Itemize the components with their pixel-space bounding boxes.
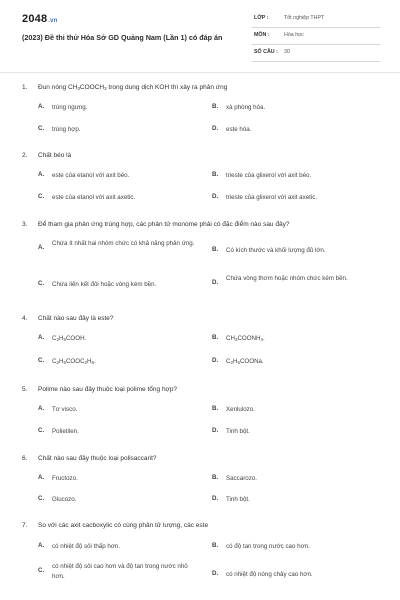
logo-suffix: .vn [48,18,58,24]
option-letter: C. [38,357,45,364]
option-text: este của etanol với axit béo. [52,172,130,179]
option-text: Tinh bột. [226,496,250,503]
option-text: Glucozo. [52,496,77,503]
option-letter: D. [212,193,219,200]
option-text: Xenlulozo. [226,406,255,413]
meta-label: MÔN : [254,32,270,38]
question-text: So với các axit cacboxylic có cùng phân tử lượng, các este [38,522,209,529]
option-text: $CH_3COONH_4$. [226,335,265,342]
option-text: Chứa vòng thơm hoặc nhóm chức kém bền. [226,275,348,282]
option-text: Tinh bột. [226,428,250,435]
option-text: xà phòng hóa. [226,104,266,111]
option-letter: B. [212,171,219,178]
option-letter: A. [38,171,45,178]
option-text: trieste của glixerol với axit axetic. [226,194,318,201]
option-text: $C_2H_5COOH$. [52,335,87,342]
logo-text: 2048 [22,13,48,25]
meta-value: Hóa học [284,32,304,38]
option-text: Có kích thước và khối lượng đủ lớn. [226,247,326,254]
option-letter: A. [38,542,45,549]
question-text: Đun nóng $CH_3COOCH_3$ trong dung dịch KOH thì xảy ra phản ứng [38,84,228,91]
question-number: 1. [22,84,28,91]
meta-value: 30 [284,49,290,55]
option-text: trùng ngưng. [52,104,88,111]
question-text: Polime nào sau đây thuộc loại polime tổng hợp? [38,386,178,393]
option-letter: B. [212,334,219,341]
meta-label: SỐ CÂU : [254,49,278,55]
question-number: 3. [22,221,28,228]
option-text: Polietilen. [52,428,79,435]
question-text: Để tham gia phản ứng trùng hợp, các phân tử monome phải có đặc điểm nào sau đây? [38,221,290,228]
option-letter: B. [212,405,219,412]
option-letter: A. [38,103,45,110]
exam-meta [252,12,380,63]
option-text: có nhiệt độ nóng chảy cao hơn. [226,571,313,578]
page-header [0,0,400,64]
question-number: 4. [22,315,28,322]
option-text: este hóa. [226,126,252,133]
question-number: 2. [22,152,28,159]
option-text: Saccarozo. [226,475,257,482]
option-letter: A. [38,334,45,341]
option-letter: D. [212,570,219,577]
option-letter: D. [212,279,219,286]
option-text: este của etanol với axit axetic. [52,194,136,201]
option-text: trùng hợp. [52,126,81,133]
option-letter: B. [212,474,219,481]
option-letter: C. [38,567,45,574]
option-text: $C_2H_5COOC_2H_5$. [52,358,96,365]
option-letter: C. [38,280,45,287]
option-letter: C. [38,193,45,200]
question-number: 6. [22,455,28,462]
option-letter: D. [212,495,219,502]
option-letter: B. [212,246,219,253]
header-divider [0,72,400,73]
option-letter: C. [38,495,45,502]
site-logo[interactable] [22,13,58,25]
option-text: Chứa ít nhất hai nhóm chức có khả năng phản ứng. [52,240,195,247]
option-text: Chứa liên kết đôi hoặc vòng kém bền. [52,281,157,288]
option-text: có độ tan trong nước cao hơn. [226,543,310,550]
option-letter: C. [38,427,45,434]
question-number: 7. [22,522,28,529]
exam-title: (2023) Đề thi thử Hóa Sở GD Quảng Nam (Lần 1) có đáp án [22,33,223,42]
question-text: Chất béo là [38,152,72,159]
question-number: 5. [22,386,28,393]
option-letter: D. [212,357,219,364]
option-letter: A. [38,244,45,251]
option-letter: D. [212,427,219,434]
question-text: Chất nào sau đây thuộc loại polisaccarit? [38,455,157,462]
meta-value: Tốt nghiệp THPT [284,15,325,21]
option-text: trieste của glixerol với axit béo. [226,172,312,179]
meta-row-class [252,12,380,28]
meta-row-count [252,46,380,62]
option-letter: B. [212,542,219,549]
option-text: có nhiệt độ sôi cao hơn và độ tan trong nước nhỏ hơn. [52,563,188,580]
option-letter: A. [38,405,45,412]
option-text: Tơ visco. [52,406,78,413]
option-text: có nhiệt độ sôi thấp hơn. [52,543,121,550]
question-text: Chất nào sau đây là este? [38,315,114,322]
meta-label: LỚP : [254,15,269,21]
option-text: $C_2H_5COONa$. [226,358,264,365]
option-letter: C. [38,125,45,132]
option-letter: D. [212,125,219,132]
option-text: Fructozo. [52,475,78,482]
option-letter: B. [212,103,219,110]
meta-row-subject [252,29,380,45]
option-letter: A. [38,474,45,481]
